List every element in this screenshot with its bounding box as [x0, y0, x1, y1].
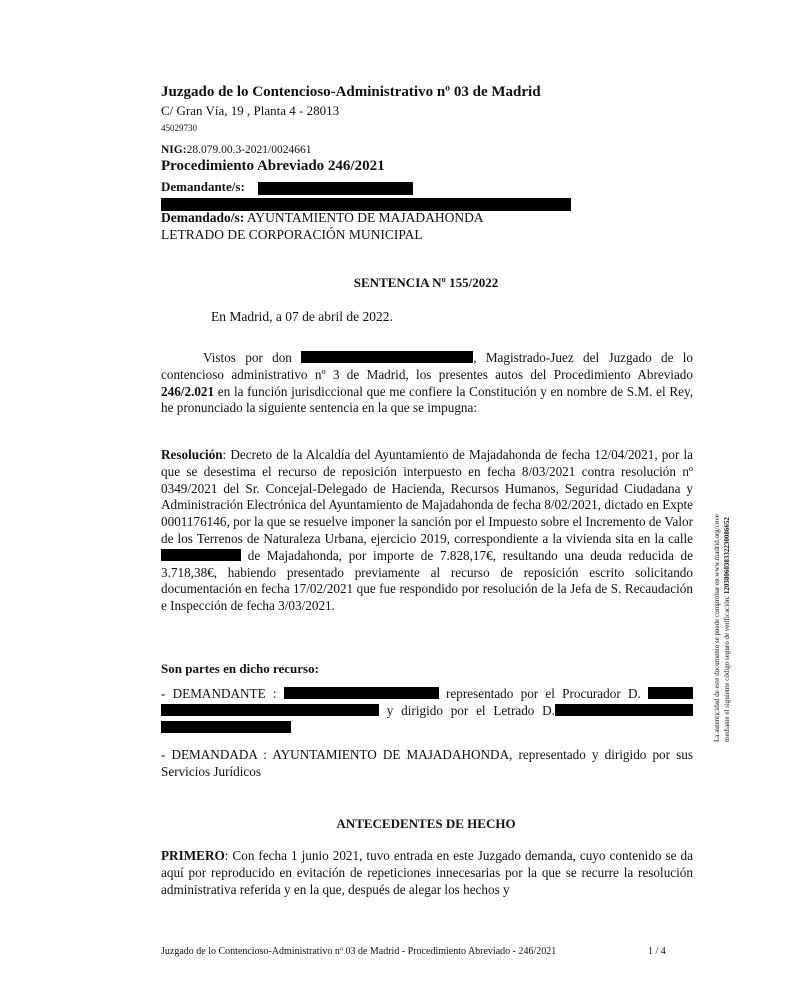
resolution-paragraph	[161, 447, 693, 615]
page-number: 1 / 4	[648, 946, 666, 957]
first-text: : Con fecha 1 junio 2021, tuvo entrada en este Juzgado demanda, cuyo contenido se da aquí por reproducido en evitación de repeticiones innecesarias por la que se recurre la resolución administrativa referida y en la que, después de alegar los hechos y	[161, 848, 693, 897]
intro-part3: en la función jurisdiccional que me confiere la Constitución y en nombre de S.M. el Rey, he pronunciado la siguiente sentencia en la que se impugna:	[161, 383, 693, 416]
resolution-part2: de Majadahonda, por importe de 7.828,17€, resultando una deuda reducida de 3.718,38€, habiendo presentado previamente al recurso de reposición escrito solicitando documentación en fecha 17/02/2021 que fue respondido por resolución de la Jefa de S. Recaudación e Inspección de fecha 3/03/2021.	[161, 547, 693, 614]
redaction-plaintiff-name	[258, 182, 413, 195]
defendant-line	[161, 210, 484, 226]
intro-part2: , Magistrado-Juez del Juzgado de lo contencioso administrativo nº 3 de Madrid, los presentes autos del Procedimiento Abreviado	[161, 350, 693, 382]
verification-code: 1203806038332230086652	[723, 517, 731, 595]
defendant-value: AYUNTAMIENTO DE MAJADAHONDA	[244, 210, 484, 225]
parties-plaintiff-label: - DEMANDANTE :	[161, 686, 277, 701]
defendant-counsel: LETRADO DE CORPORACIÓN MUNICIPAL	[161, 227, 423, 242]
redaction-judge-name	[301, 351, 473, 363]
plaintiff-label: Demandante/s:	[161, 179, 245, 194]
court-code: 45029730	[161, 123, 197, 133]
court-name: Juzgado de lo Contencioso-Administrativo nº 03 de Madrid	[161, 84, 541, 100]
parties-defendant: - DEMANDADA : AYUNTAMIENTO DE MAJADAHONDA, representado y dirigido por sus Servicios Jurídicos	[161, 747, 693, 779]
verification-line2	[722, 462, 732, 742]
court-address: C/ Gran Vía, 19 , Planta 4 - 28013	[161, 103, 340, 118]
resolution-label: Resolución	[161, 447, 223, 462]
redaction-letrado-b	[161, 721, 291, 733]
redaction-procurador-b	[161, 704, 379, 716]
intro-case-number: 246/2.021	[161, 383, 215, 399]
facts-heading: ANTECEDENTES DE HECHO	[336, 816, 516, 831]
redaction-street	[161, 549, 241, 561]
parties-plaintiff-dir: y dirigido por el Letrado D.	[379, 702, 555, 718]
defendant-label: Demandado/s:	[161, 210, 245, 225]
parties-plaintiff-rep: representado por el Procurador D.	[438, 686, 641, 701]
parties-heading: Son partes en dicho recurso:	[161, 661, 319, 676]
redaction-letrado-a	[555, 704, 693, 716]
verification-side-note	[712, 462, 784, 742]
intro-paragraph	[161, 350, 693, 417]
procedure-title: Procedimiento Abreviado 246/2021	[161, 158, 385, 174]
first-label: PRIMERO	[161, 848, 225, 863]
nig-value: 28.079.00.3-2021/0024661	[186, 144, 312, 156]
verification-line2-text: mediante el siguiente código seguro de verificación:	[723, 594, 731, 742]
parties-plaintiff-paragraph	[161, 686, 693, 736]
judgment-title: SENTENCIA Nº 155/2022	[353, 275, 499, 290]
page-footer: Juzgado de lo Contencioso-Administrativo nº 03 de Madrid - Procedimiento Abreviado - 246/2021	[161, 946, 557, 957]
verification-line1: La autenticidad de este documento se puede comprobar en www.madrid.org/cove	[713, 514, 721, 742]
redaction-parties-plaintiff	[284, 687, 439, 699]
redaction-procurador-a	[648, 687, 693, 699]
nig-label: NIG:	[161, 144, 187, 156]
first-paragraph	[161, 848, 693, 898]
intro-part1: Vistos por don	[203, 350, 292, 365]
date-line: En Madrid, a 07 de abril de 2022.	[211, 309, 393, 324]
resolution-part1: : Decreto de la Alcaldía del Ayuntamiento de Majadahonda de fecha 12/04/2021, por la que se desestima el recurso de reposición interpuesto en fecha 8/03/2021 contra resolución nº 0349/2021 del Sr. Concejal-Delegado de Hacienda, Recursos Humanos, Seguridad Ciudadana y Administración Electrónica del Ayuntamiento de Majadahonda de fecha 8/02/2021, dictado en Expte 0001176146, por la que se resuelve imponer la sanción por el Impuesto sobre el Incremento de Valor de los Terrenos de Naturaleza Urbana, ejercicio 2019, correspondiente a la vivienda sita en la calle	[161, 447, 693, 546]
nig-line	[161, 144, 311, 156]
